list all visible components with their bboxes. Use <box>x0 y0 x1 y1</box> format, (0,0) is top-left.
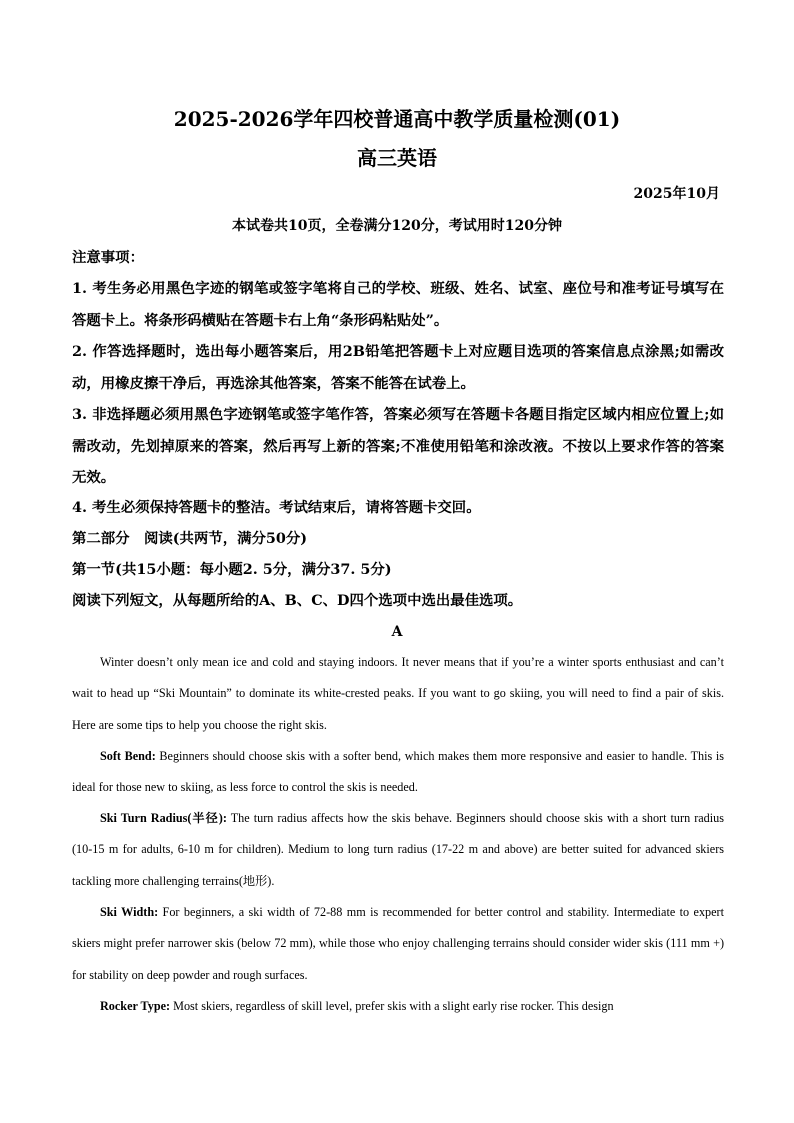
tip-turn-radius <box>72 803 724 897</box>
tip-label: Rocker Type: <box>100 999 171 1013</box>
passage-letter: A <box>391 624 403 640</box>
tip-label: Soft Bend: <box>100 749 156 763</box>
part-two-heading: 第二部分 阅读(共两节，满分50分) <box>72 530 308 547</box>
exam-date: 2025年10月 <box>633 186 720 202</box>
tip-text: Most skiers, regardless of skill level, prefer skis with a slight early rise rocker. This design <box>170 999 614 1013</box>
reading-instruction: 阅读下列短文，从每题所给的A、B、C、D四个选项中选出最佳选项。 <box>72 592 523 609</box>
tip-label: Ski Turn Radius(半径): <box>100 811 227 825</box>
notice-heading: 注意事项： <box>72 249 144 266</box>
tip-rocker-type <box>72 991 724 1022</box>
exam-title: 2025-2026学年四校普通高中教学质量检测(01) <box>173 107 621 131</box>
notice-item-1: 1. 考生务必用黑色字迹的钢笔或签字笔将自己的学校、班级、姓名、试室、座位号和准考证号填写在答题卡上。将条形码横贴在答题卡右上角“条形码粘贴处”。 <box>72 280 724 329</box>
passage-intro: Winter doesn’t only mean ice and cold and staying indoors. It never means that if you’re a winter sports enthusiast and can’t wait to head up “Ski Mountain” to dominate its white-crested peaks. If you want to go skiing, you will need to find a pair of skis. Here are some tips to help you choose the right skis. <box>72 655 724 732</box>
tip-soft-bend <box>72 741 724 804</box>
notice-item-3: 3. 非选择题必须用黑色字迹钢笔或签字笔作答，答案必须写在答题卡各题目指定区域内相应位置上;如需改动，先划掉原来的答案，然后再写上新的答案;不准使用铅笔和涂改液。不按以上要求作答的答案无效。 <box>72 406 724 486</box>
tip-ski-width <box>72 897 724 991</box>
tip-text: The turn radius affects how the skis behave. Beginners should choose skis with a short turn radius (10-15 m for adults, 6-10 m for children). Medium to long turn radius (17-22 m and above) are better suited for advanced skiers tackling more challenging terrains(地形). <box>72 811 725 888</box>
tip-text: For beginners, a ski width of 72-88 mm is recommended for better control and stability. Intermediate to expert skiers might prefer narrower skis (below 72 mm), while those who enjoy challenging terrains should consider wider skis (111 mm +) for stability on deep powder and rough surfaces. <box>72 905 724 982</box>
tip-text: Beginners should choose skis with a softer bend, which makes them more responsive and easier to handle. This is ideal for those new to skiing, as less force to control the skis is needed. <box>72 749 724 795</box>
section-one-heading: 第一节(共15小题：每小题2. 5分，满分37. 5分) <box>72 561 392 578</box>
notice-item-4: 4. 考生必须保持答题卡的整洁。考试结束后，请将答题卡交回。 <box>72 499 481 516</box>
tip-label: Ski Width: <box>100 905 159 919</box>
notice-item-2: 2. 作答选择题时，选出每小题答案后，用2B铅笔把答题卡上对应题目选项的答案信息点涂黑;如需改动，用橡皮擦干净后，再选涂其他答案，答案不能答在试卷上。 <box>72 343 724 392</box>
exam-subject: 高三英语 <box>357 146 437 170</box>
exam-info: 本试卷共10页，全卷满分120分，考试用时120分钟 <box>232 218 562 234</box>
